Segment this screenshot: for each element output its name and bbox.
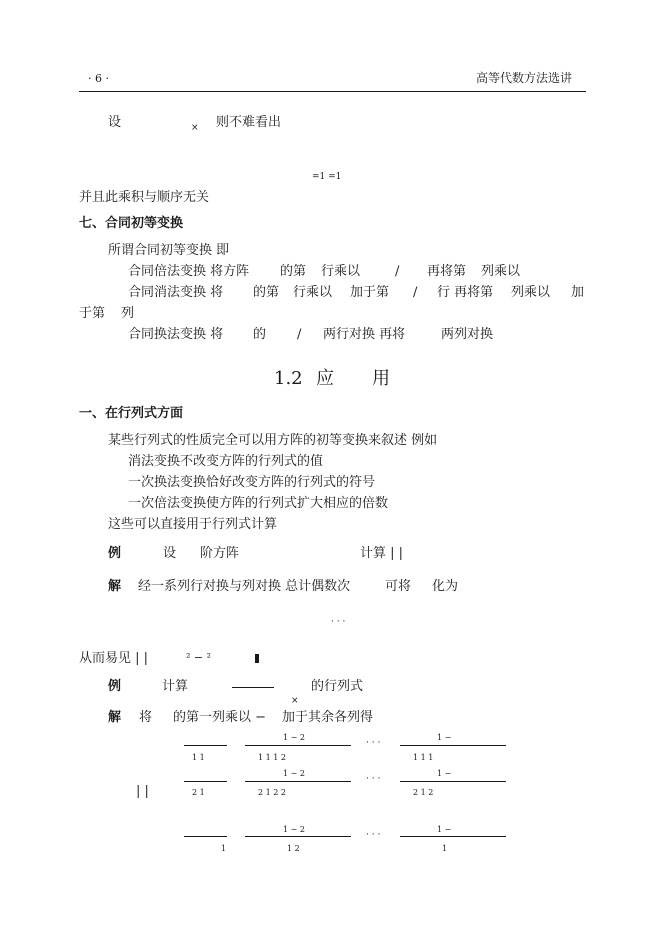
example1-she: 设	[163, 546, 177, 561]
elim-g: 列乘以	[511, 285, 551, 300]
row2-bot-b: 2 1 2 2	[258, 788, 286, 797]
example1-label: 例	[108, 546, 122, 561]
row3-bar-a	[184, 836, 227, 837]
elim-j: 列	[121, 306, 135, 321]
running-title: 高等代数方法选讲	[476, 71, 573, 85]
row2-bot-a: 2 1	[192, 788, 205, 797]
example2-label: 例	[108, 679, 122, 694]
row3-top-b: 1 −	[437, 825, 452, 834]
swap-b: 的	[253, 327, 267, 342]
row3-cdots: · · ·	[366, 830, 381, 840]
swap-a: 合同换法变换 将	[128, 327, 224, 342]
row2-top-a: 1 − 2	[283, 769, 305, 778]
conclusion1-a: 从而易见 | |	[79, 651, 149, 666]
order-line: 并且此乘积与顺序无关	[79, 190, 210, 205]
part1-closing: 这些可以直接用于行列式计算	[108, 517, 278, 532]
row2-top-b: 1 −	[437, 769, 452, 778]
swap-c: /	[297, 327, 302, 342]
fraction-bar	[232, 687, 274, 688]
page-number: · 6 ·	[88, 72, 109, 85]
solution1-c: 化为	[432, 579, 459, 594]
section-title-b: 用	[372, 368, 390, 389]
row2-bar-b	[245, 781, 351, 782]
row1-bar-b	[245, 745, 351, 746]
row1-cdots: · · ·	[366, 738, 381, 748]
mult-f: 列乘以	[481, 264, 521, 279]
property-item-3: 一次倍法变换使方阵的行列式扩大相应的倍数	[128, 496, 389, 511]
row1-top-a: 1 − 2	[283, 733, 305, 742]
row2-bar-a	[184, 781, 227, 782]
row3-bar-c	[400, 836, 506, 837]
solution2-label: 解	[108, 710, 122, 725]
solution2-c: 加于其余各列得	[282, 710, 374, 725]
example2-compute: 计算	[162, 679, 189, 694]
congruent-lead: 所谓合同初等变换 即	[108, 243, 230, 258]
property-item-2: 一次换法变换恰好改变方阵的行列式的符号	[128, 475, 376, 490]
mult-c: 行乘以	[321, 264, 361, 279]
swap-d: 两行对换 再将	[323, 327, 406, 342]
row1-top-b: 1 −	[437, 733, 452, 742]
mult-b: 的第	[280, 264, 307, 279]
elim-i: 于第	[79, 306, 106, 321]
solution1-label: 解	[108, 579, 122, 594]
mult-e: 再将第	[427, 264, 467, 279]
ellipsis-dots: · · ·	[331, 617, 346, 627]
row2-bot-c: 2 1 2	[413, 788, 434, 797]
part1-intro: 某些行列式的性质完全可以用方阵的初等变换来叙述 例如	[108, 433, 438, 448]
elim-a: 合同消法变换 将	[128, 285, 224, 300]
part-heading-determinant: 一、在行列式方面	[79, 406, 184, 421]
example2-tail: 的行列式	[311, 679, 364, 694]
solution2-a: 将	[139, 710, 153, 725]
mult-d: /	[395, 264, 400, 279]
example2-times: ×	[291, 696, 299, 706]
then-text: 则不难看出	[216, 115, 282, 130]
row2-bar-c	[400, 781, 506, 782]
swap-e: 两列对换	[441, 327, 494, 342]
qed-mark	[255, 654, 259, 663]
row3-top-a: 1 − 2	[283, 825, 305, 834]
solution1-b: 可将	[385, 579, 412, 594]
row2-cdots: · · ·	[366, 774, 381, 784]
solution2-b: 的第一列乘以 −	[173, 710, 267, 725]
equation-marks: =1 =1	[312, 172, 342, 182]
row1-bar-a	[184, 745, 227, 746]
elim-b: 的第	[253, 285, 280, 300]
elim-e: /	[413, 285, 418, 300]
row1-bot-b: 1 1 1 2	[258, 753, 286, 762]
row3-bot-c: 1	[442, 844, 448, 853]
row3-bot-a: 1	[221, 844, 227, 853]
elim-d: 加于第	[350, 285, 390, 300]
elim-c: 行乘以	[293, 285, 333, 300]
she-word: 设	[108, 115, 122, 130]
mult-a: 合同倍法变换 将方阵	[128, 264, 250, 279]
conclusion1-b: ² − ²	[186, 651, 212, 664]
row3-bot-b: 1 2	[287, 844, 300, 853]
property-item-1: 消法变换不改变方阵的行列式的值	[128, 454, 324, 469]
section-title-a: 应	[316, 368, 334, 389]
example1-order: 阶方阵	[200, 546, 240, 561]
row1-bot-a: 1 1	[192, 753, 205, 762]
elim-f: 行 再将第	[437, 285, 494, 300]
row3-bar-b	[245, 836, 351, 837]
section-number: 1.2	[274, 368, 303, 389]
solution1-a: 经一系列行对换与列对换 总计偶数次	[138, 579, 351, 594]
header-rule	[79, 91, 586, 92]
example1-compute: 计算 | |	[360, 546, 404, 561]
elim-h: 加	[571, 285, 585, 300]
times-sign: ×	[191, 123, 199, 133]
row1-bot-c: 1 1 1	[413, 753, 434, 762]
row1-bar-c	[400, 745, 506, 746]
determinant-bars: | |	[136, 784, 149, 799]
section-heading-congruent: 七、合同初等变换	[79, 216, 184, 231]
